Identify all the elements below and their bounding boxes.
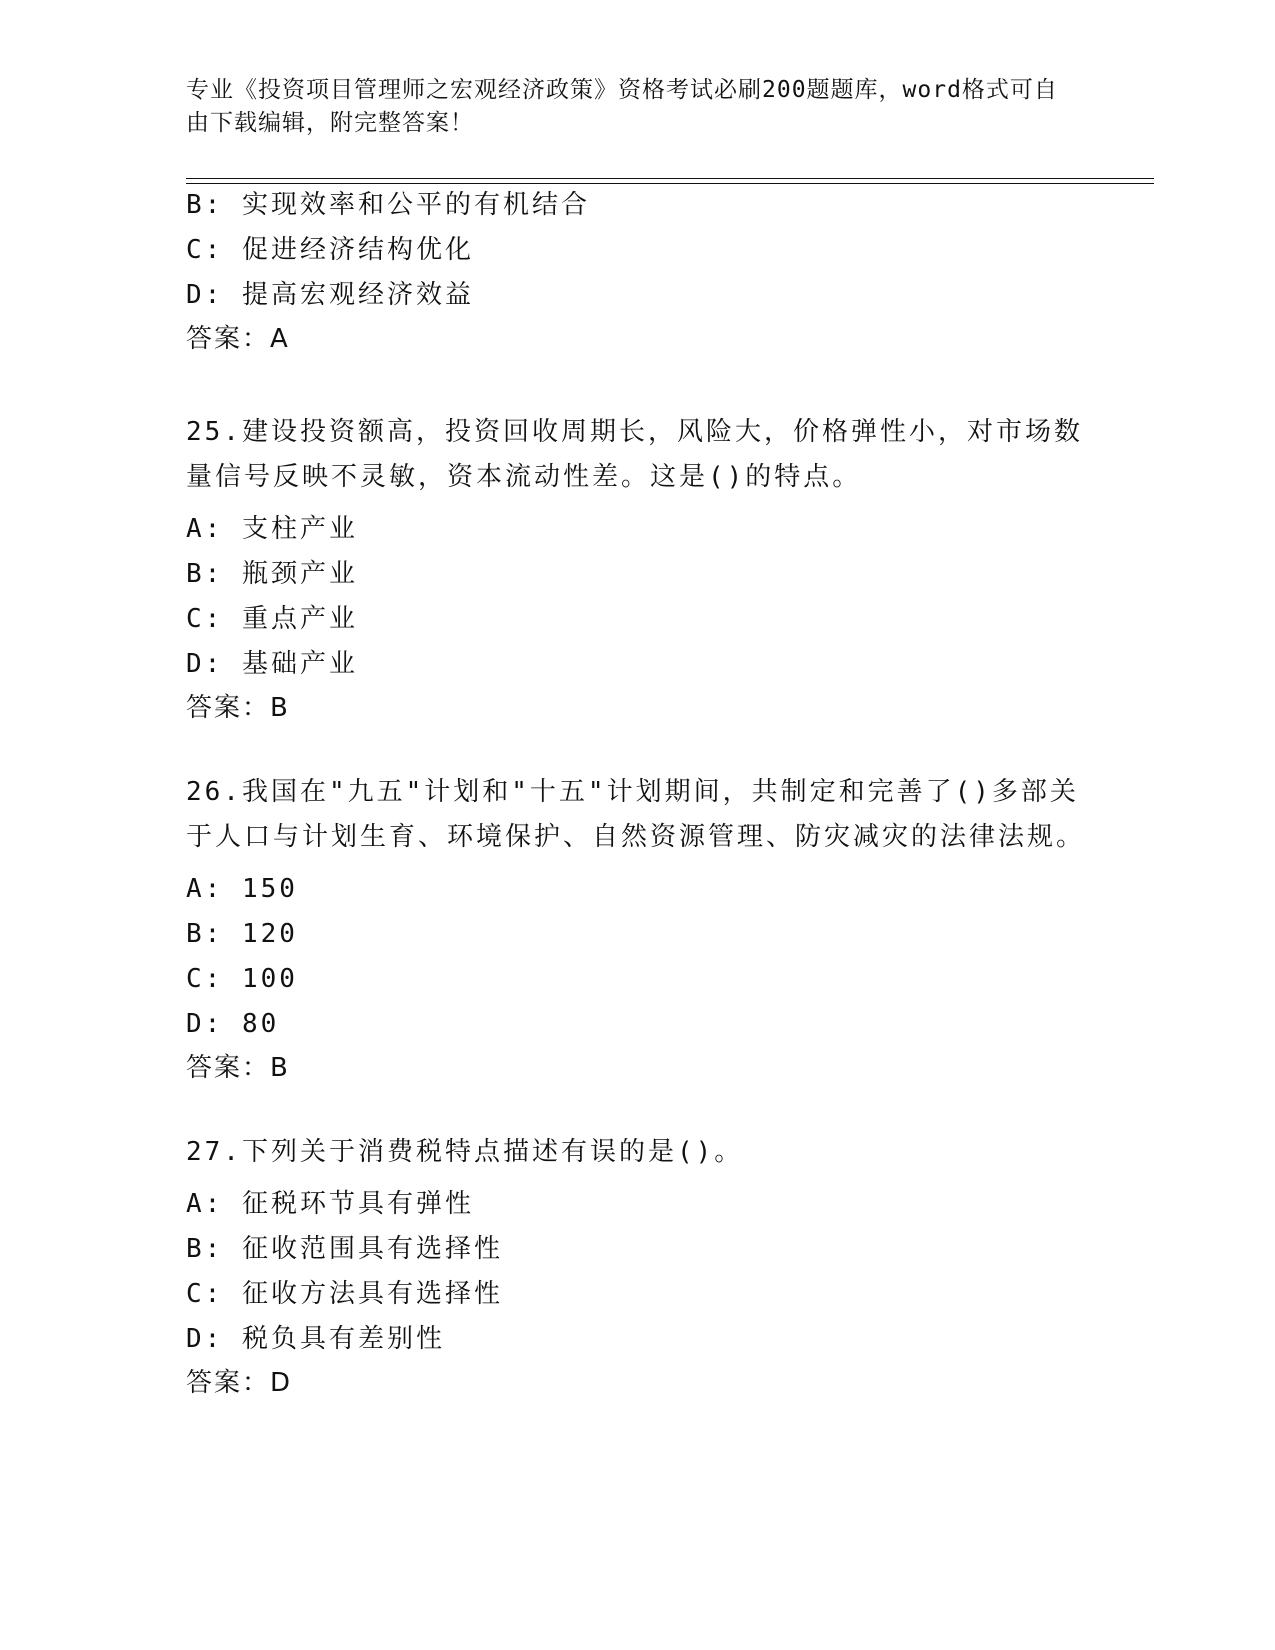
- question-27-text: 27.下列关于消费税特点描述有误的是()。: [186, 1137, 744, 1167]
- question-25-text: 25.建设投资额高，投资回收周期长，风险大，价格弹性小，对市场数量信号反映不灵敏，资本流动性差。这是()的特点。: [186, 417, 1083, 492]
- option-b: B: 120: [186, 919, 298, 949]
- option-c: C: 重点产业: [186, 604, 358, 634]
- option-b: B: 瓶颈产业: [186, 559, 358, 589]
- document-header: 专业《投资项目管理师之宏观经济政策》资格考试必刷200题题库，word格式可自由下载编辑，附完整答案！: [186, 77, 1058, 136]
- option-b: B: 实现效率和公平的有机结合: [186, 190, 590, 220]
- answer-line: 答案：B: [186, 1053, 290, 1083]
- option-c: C: 促进经济结构优化: [186, 235, 474, 265]
- option-a: A: 征税环节具有弹性: [186, 1189, 474, 1219]
- answer-line: 答案：B: [186, 693, 290, 723]
- option-d: D: 提高宏观经济效益: [186, 280, 474, 310]
- option-d: D: 80: [186, 1009, 280, 1039]
- header-divider-bottom: [186, 183, 1154, 184]
- option-b: B: 征收范围具有选择性: [186, 1234, 503, 1264]
- option-c: C: 征收方法具有选择性: [186, 1279, 503, 1309]
- answer-line: 答案：D: [186, 1368, 293, 1398]
- option-a: A: 支柱产业: [186, 514, 358, 544]
- header-divider-top: [186, 178, 1154, 179]
- option-c: C: 100: [186, 964, 298, 994]
- option-d: D: 税负具有差别性: [186, 1324, 445, 1354]
- option-d: D: 基础产业: [186, 649, 358, 679]
- question-26-text: 26.我国在"九五"计划和"十五"计划期间，共制定和完善了()多部关于人口与计划生育、环境保护、自然资源管理、防灾减灾的法律法规。: [186, 777, 1086, 852]
- option-a: A: 150: [186, 874, 298, 904]
- answer-line: 答案：A: [186, 324, 290, 354]
